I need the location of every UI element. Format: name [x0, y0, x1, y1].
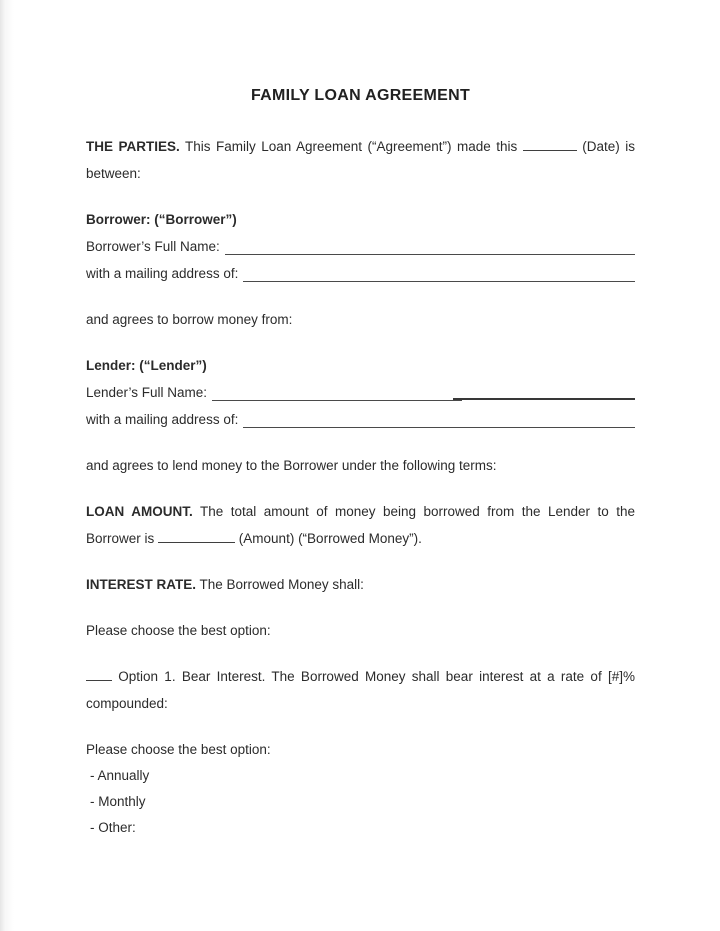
date-blank-line [523, 139, 577, 151]
option1-selection-blank [86, 669, 112, 681]
loan-amount-text-before-blank: Borrower is [86, 531, 155, 546]
option1-line1 [86, 663, 635, 690]
lender-address-label: with a mailing address of: [86, 412, 239, 427]
underline-stroke [453, 398, 635, 400]
borrower-address-row [86, 260, 635, 287]
loan-amount-line2 [86, 525, 635, 552]
parties-text-before-date: This Family Loan Agreement (“Agreement”) made this [185, 139, 518, 154]
lend-transition-text: and agrees to lend money to the Borrower under the following terms: [86, 458, 497, 473]
interest-rate-lead: INTEREST RATE. [86, 577, 197, 592]
loan-amount-text-after-blank: (Amount) (“Borrowed Money”). [238, 531, 422, 546]
loan-amount-line1 [86, 498, 635, 525]
lender-address-row [86, 406, 635, 433]
compound-option-other: - Other: [90, 820, 136, 835]
loan-amount-text: The total amount of money being borrowed from the Lender to the [199, 504, 635, 519]
borrower-heading: Borrower: (“Borrower”) [86, 212, 237, 227]
document-title: FAMILY LOAN AGREEMENT [250, 87, 471, 104]
underline-stroke [225, 254, 635, 255]
borrower-name-row [86, 233, 635, 260]
borrower-address-blank-line [243, 260, 635, 287]
lender-name-row [86, 379, 635, 406]
lender-name-label: Lender’s Full Name: [86, 385, 208, 400]
parties-paragraph-line1 [86, 133, 635, 160]
underline-stroke [243, 427, 635, 428]
parties-text-after-date: (Date) is [582, 139, 635, 154]
choose-prompt-2: Please choose the best option: [86, 742, 271, 757]
lender-address-blank-line [243, 406, 635, 433]
lender-name-blank-line [212, 379, 635, 406]
parties-lead: THE PARTIES. [86, 139, 180, 154]
parties-paragraph-line2: between: [86, 166, 141, 181]
borrower-name-label: Borrower’s Full Name: [86, 239, 220, 254]
compound-option-monthly: - Monthly [90, 794, 146, 809]
amount-blank-line [158, 531, 235, 543]
underline-stroke [212, 400, 462, 401]
choose-prompt-1: Please choose the best option: [86, 623, 271, 638]
option1-text: Option 1. Bear Interest. The Borrowed Money shall bear interest at a rate of [#]% [118, 669, 635, 684]
borrower-name-blank-line [225, 233, 635, 260]
option1-line2: compounded: [86, 696, 168, 711]
borrow-transition-text: and agrees to borrow money from: [86, 312, 293, 327]
interest-rate-line [86, 571, 635, 598]
interest-rate-text: The Borrowed Money shall: [199, 577, 364, 592]
underline-stroke [243, 281, 635, 282]
compound-option-annually: - Annually [90, 768, 150, 783]
borrower-address-label: with a mailing address of: [86, 266, 239, 281]
lender-heading: Lender: (“Lender”) [86, 358, 207, 373]
loan-amount-lead: LOAN AMOUNT. [86, 504, 193, 519]
